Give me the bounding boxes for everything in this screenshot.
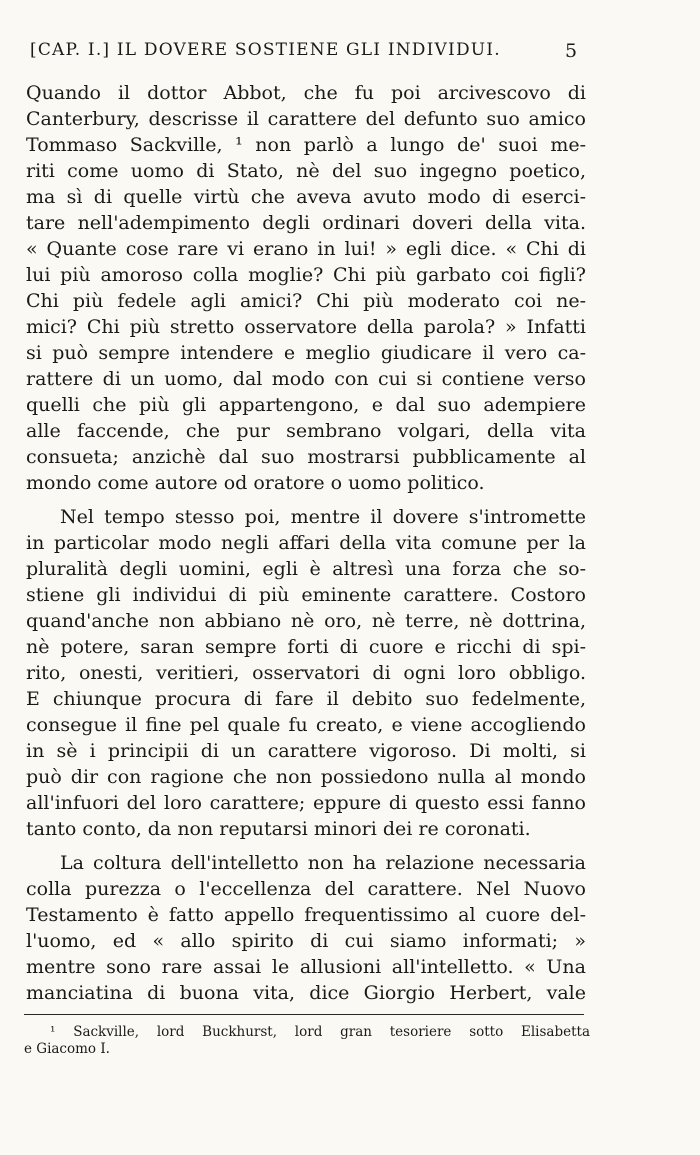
text-line: in sè i principii di un carattere vigoroso. Di molti, si <box>26 740 586 762</box>
text-line: E chiunque procura di fare il debito suo fedelmente, <box>26 688 586 710</box>
text-line: consueta; anzichè dal suo mostrarsi pubblicamente al <box>26 446 586 468</box>
text-line: manciatina di buona vita, dice Giorgio Herbert, vale <box>26 982 586 1004</box>
text-line: Chi più fedele agli amici? Chi più moderato coi ne- <box>26 290 586 312</box>
text-line: tanto conto, da non reputarsi minori dei re coronati. <box>26 818 531 840</box>
text-line: Quando il dottor Abbot, che fu poi arcivescovo di <box>26 82 586 104</box>
text-line: ma sì di quelle virtù che aveva avuto modo di eserci- <box>26 186 586 208</box>
text-line: nè potere, saran sempre forti di cuore e ricchi di spi- <box>26 636 586 658</box>
text-line: mentre sono rare assai le allusioni all'intelletto. « Una <box>26 956 586 978</box>
text-line: Tommaso Sackville, ¹ non parlò a lungo de' suoi me- <box>26 134 586 156</box>
text-line: rattere di un uomo, dal modo con cui si contiene verso <box>26 368 586 390</box>
text-line: l'uomo, ed « allo spirito di cui siamo informati; » <box>26 930 586 952</box>
text-line: si può sempre intendere e meglio giudicare il vero ca- <box>26 342 586 364</box>
text-line: Nel tempo stesso poi, mentre il dovere s'intromette <box>60 506 586 528</box>
text-line: La coltura dell'intelletto non ha relazione necessaria <box>60 852 586 874</box>
text-line: quelli che più gli appartengono, e dal suo adempiere <box>26 394 586 416</box>
text-line: riti come uomo di Stato, nè del suo ingegno poetico, <box>26 160 586 182</box>
text-line: mici? Chi più stretto osservatore della parola? » Infatti <box>26 316 586 338</box>
text-line: all'infuori del loro carattere; eppure di questo essi fanno <box>26 792 586 814</box>
text-line: « Quante cose rare vi erano in lui! » egli dice. « Chi di <box>26 238 586 260</box>
text-line: alle faccende, che pur sembrano volgari, della vita <box>26 420 586 442</box>
text-line: Canterbury, descrisse il carattere del defunto suo amico <box>26 108 586 130</box>
text-line: stiene gli individui di più eminente carattere. Costoro <box>26 584 586 606</box>
footnote-line: e Giacomo I. <box>24 1041 110 1057</box>
text-line: lui più amoroso colla moglie? Chi più garbato coi figli? <box>26 264 586 286</box>
footnote-line: ¹ Sackville, lord Buckhurst, lord gran tesoriere sotto Elisabetta <box>50 1024 590 1040</box>
text-line: rito, onesti, veritieri, osservatori di ogni loro obbligo. <box>26 662 586 684</box>
footnote-rule <box>24 1014 584 1015</box>
text-line: consegue il fine pel quale fu creato, e viene accogliendo <box>26 714 586 736</box>
text-line: tare nell'adempimento degli ordinari doveri della vita. <box>26 212 586 234</box>
running-head: [CAP. I.] IL DOVERE SOSTIENE GLI INDIVIDUI. <box>30 40 501 60</box>
text-line: può dir con ragione che non possiedono nulla al mondo <box>26 766 586 788</box>
text-line: colla purezza o l'eccellenza del carattere. Nel Nuovo <box>26 878 586 900</box>
page-number: 5 <box>565 40 578 62</box>
text-line: in particolar modo negli affari della vita comune per la <box>26 532 586 554</box>
text-line: quand'anche non abbiano nè oro, nè terre, nè dottrina, <box>26 610 586 632</box>
text-line: mondo come autore od oratore o uomo politico. <box>26 472 485 494</box>
text-line: Testamento è fatto appello frequentissimo al cuore del- <box>26 904 586 926</box>
text-line: pluralità degli uomini, egli è altresì una forza che so- <box>26 558 586 580</box>
